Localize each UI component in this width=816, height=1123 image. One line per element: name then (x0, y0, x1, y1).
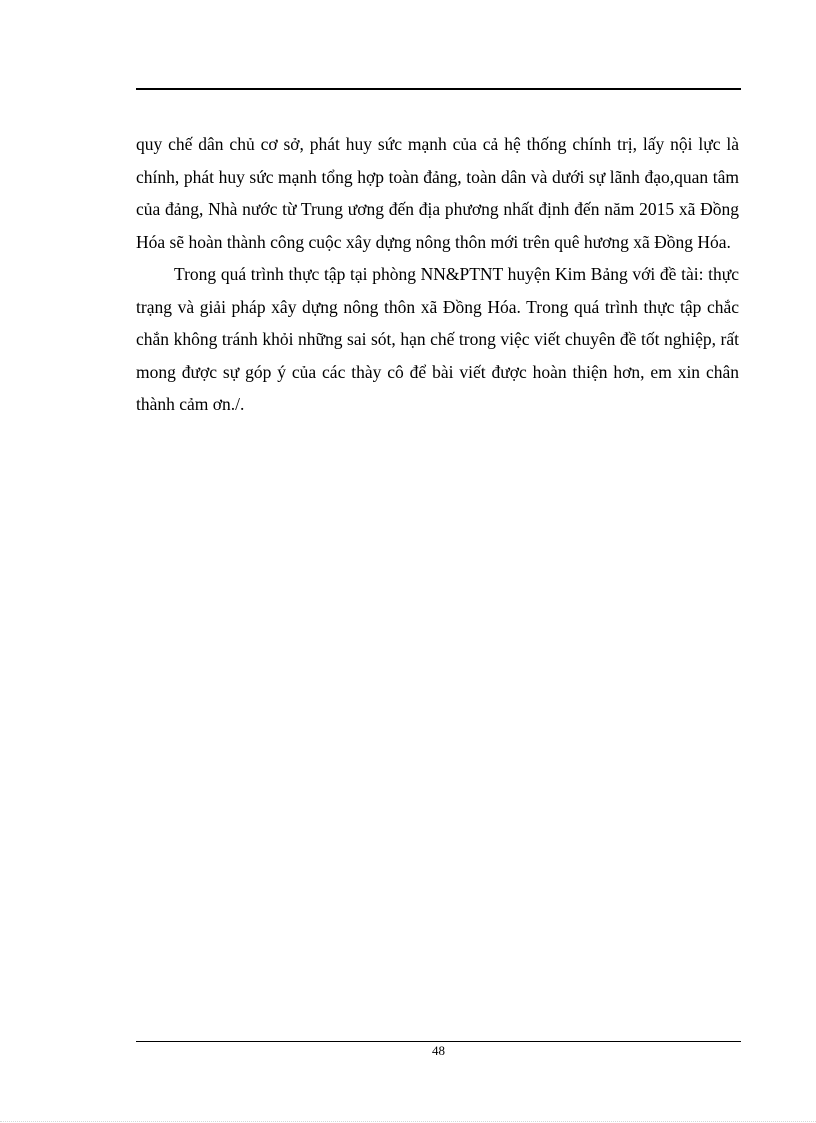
page-number: 48 (432, 1043, 445, 1058)
footer-rule (136, 1041, 741, 1042)
paragraph-continuation: quy chế dân chủ cơ sở, phát huy sức mạnh của cả hệ thống chính trị, lấy nội lực là chính, phát huy sức mạnh tổng hợp toàn đảng, toàn dân và dưới sự lãnh đạo,quan tâm của đảng, Nhà nước từ Trung ương đến địa phương nhất định đến năm 2015 xã Đồng Hóa sẽ hoàn thành công cuộc xây dựng nông thôn mới trên quê hương xã Đồng Hóa. (136, 134, 739, 252)
paragraph-conclusion: Trong quá trình thực tập tại phòng NN&PTNT huyện Kim Bảng với đề tài: thực trạng và giải pháp xây dựng nông thôn xã Đồng Hóa. Trong quá trình thực tập chắc chắn không tránh khỏi những sai sót, hạn chế trong việc viết chuyên đề tốt nghiệp, rất mong được sự góp ý của các thày cô để bài viết được hoàn thiện hơn, em xin chân thành cảm ơn./. (136, 264, 739, 414)
body-text (136, 128, 739, 421)
header-rule (136, 88, 741, 90)
page-bottom-border (0, 1121, 816, 1122)
